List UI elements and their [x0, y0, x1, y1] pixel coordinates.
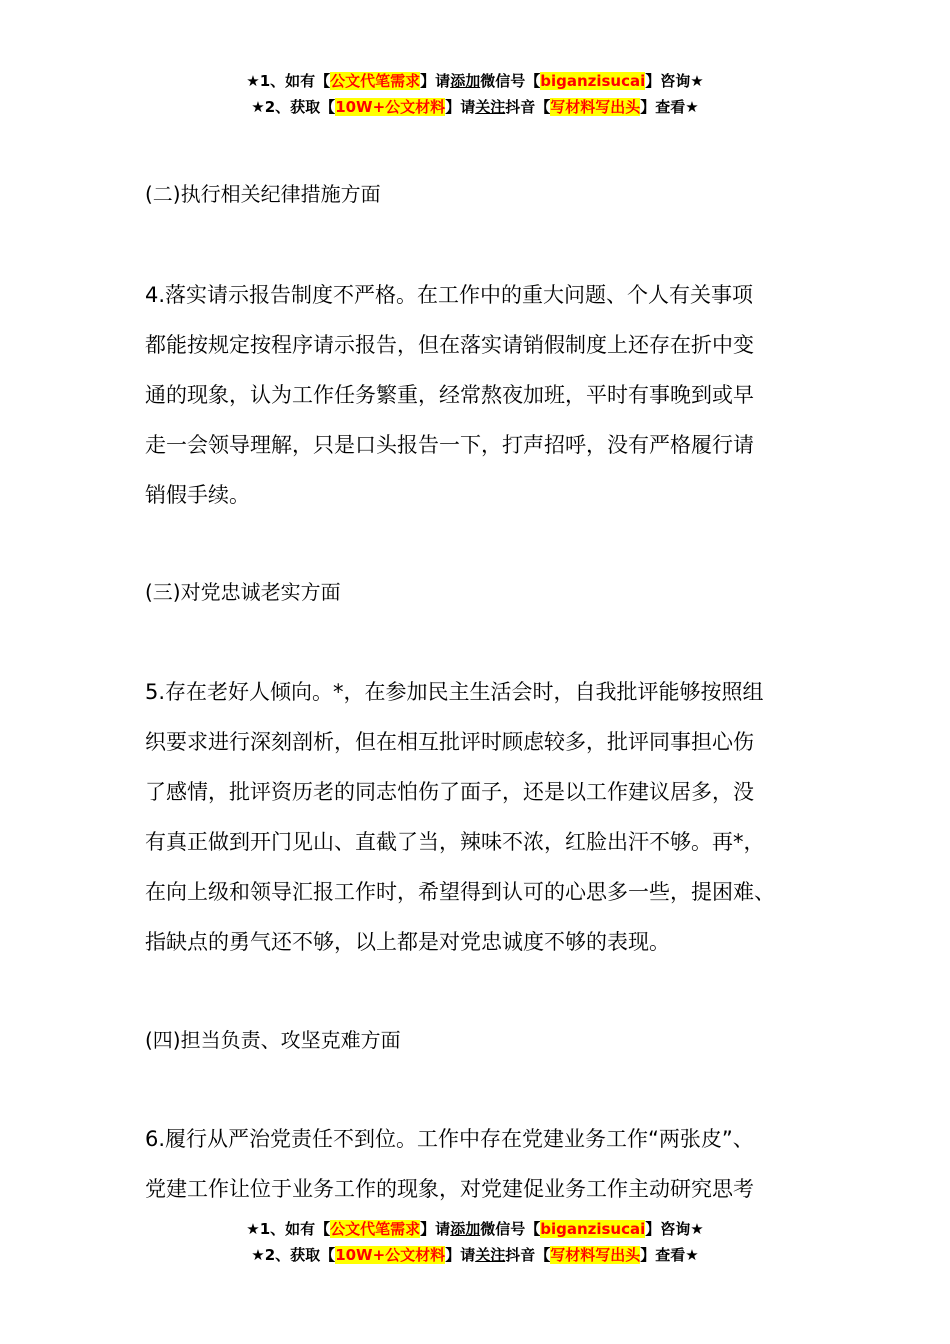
paragraph-6: 6.履行从严治党责任不到位。工作中存在党建业务工作“两张皮”、 党建工作让位于业务工作的现象，对党建促业务工作主动研究思考 — [145, 1127, 754, 1201]
top-banner — [0, 68, 950, 120]
highlight-materials: 10W+公文材料 — [335, 1246, 446, 1264]
highlight-douyin: 写材料写出头 — [550, 1246, 641, 1264]
bottom-banner — [0, 1216, 950, 1268]
banner-line-2: ★2、获取【10W+公文材料】请关注抖音【写材料写出头】查看★ — [251, 98, 699, 116]
highlight-douyin: 写材料写出头 — [550, 98, 641, 116]
highlight-wechat-id: biganzisucai — [540, 72, 646, 90]
section-heading-2: (二)执行相关纪律措施方面 — [145, 182, 381, 206]
highlight-ghostwriting: 公文代笔需求 — [330, 72, 421, 90]
paragraph-5: 5.存在老好人倾向。*，在参加民主生活会时，自我批评能够按照组 织要求进行深刻剖析，但在相互批评时顾虑较多，批评同事担心伤 了感情，批评资历老的同志怕伤了面子，还是以工作建议居多，没 有真正做到开门见山、直截了当，辣味不浓，红脸出汗不够。再*， 在向上级和领导汇报工作时，希望得到认可的心思多一些，提困难、 指缺点的勇气还不够，以上都是对党忠诚度不够的表现。 — [145, 680, 775, 954]
banner-line-1: ★1、如有【公文代笔需求】请添加微信号【biganzisucai】咨询★ — [246, 1220, 704, 1238]
banner-line-1: ★1、如有【公文代笔需求】请添加微信号【biganzisucai】咨询★ — [246, 72, 704, 90]
section-heading-4: (四)担当负责、攻坚克难方面 — [145, 1028, 401, 1052]
highlight-wechat-id: biganzisucai — [540, 1220, 646, 1238]
highlight-ghostwriting: 公文代笔需求 — [330, 1220, 421, 1238]
paragraph-4: 4.落实请示报告制度不严格。在工作中的重大问题、个人有关事项 都能按规定按程序请示报告，但在落实请销假制度上还存在折中变 通的现象，认为工作任务繁重，经常熬夜加班，平时有事晚到或早 走一会领导理解，只是口头报告一下，打声招呼，没有严格履行请 销假手续。 — [145, 283, 754, 507]
highlight-materials: 10W+公文材料 — [335, 98, 446, 116]
section-heading-3: (三)对党忠诚老实方面 — [145, 580, 341, 604]
banner-line-2: ★2、获取【10W+公文材料】请关注抖音【写材料写出头】查看★ — [251, 1246, 699, 1264]
